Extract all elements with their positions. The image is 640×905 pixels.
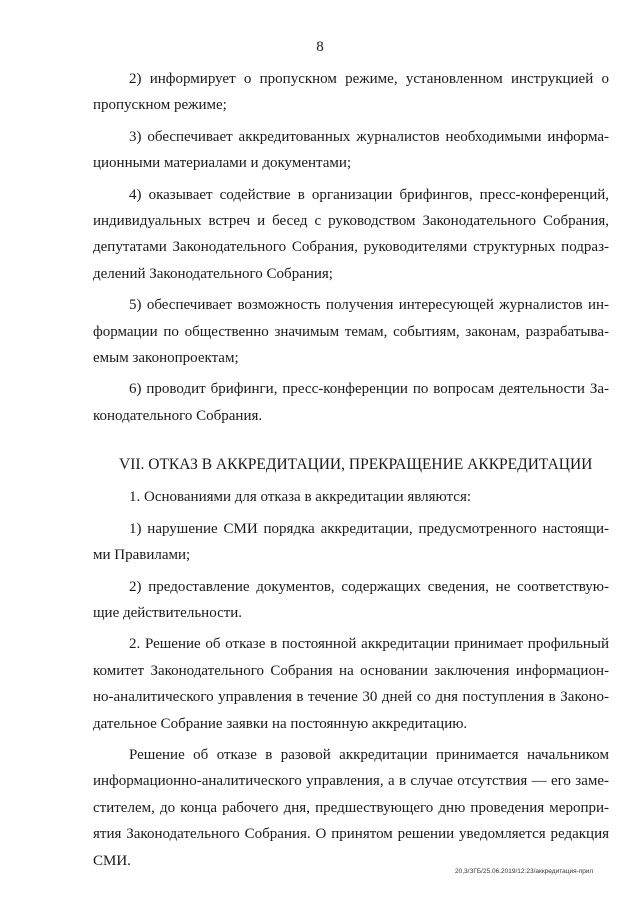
text-line: 3) обеспечивает аккредитованных журналистов необходимыми информа- [129,128,609,145]
text-line: 1) нарушение СМИ порядка аккредитации, предусмотренного настоящи- [129,520,609,537]
text-line: емым законопроектам; [93,350,239,367]
document-footer-reference: 20,3/ЗГБ/25.06.2019/12:23/аккредитация-прил [455,868,594,875]
text-line: конодательного Собрания. [93,407,263,424]
list-item-4-assists-briefings [93,182,609,288]
document-body [93,66,609,874]
text-line: 2) информирует о пропускном режиме, установленном инструкцией о [129,71,609,87]
text-line: стителем, до конца рабочего дня, предшествующего дню проведения меропри- [93,799,609,816]
text-line: информационно-аналитического управления, а в случае отсутствия — его заме- [93,773,609,790]
text-line: индивидуальных встреч и бесед с руководством Законодательного Собрания, [93,213,609,230]
text-line: пропускном режиме; [93,97,227,114]
text-line: ционными материалами и документами; [93,155,352,172]
text-line: Решение об отказе в разовой аккредитации принимается начальником [129,746,609,763]
text-line: депутатами Законодательного Собрания, руководителями структурных подраз- [93,239,609,256]
section-heading: VII. ОТКАЗ В АККРЕДИТАЦИИ, ПРЕКРАЩЕНИЕ АККРЕДИТАЦИИ [119,456,593,474]
text-line: щие действительности. [93,604,243,621]
text-line: СМИ. [93,852,131,869]
text-line: делений Законодательного Собрания; [93,265,333,282]
ground-2-false-documents [93,574,609,627]
text-line: формации по общественно значимым темам, событиям, законам, разрабатыва- [93,323,609,340]
text-line: 6) проводит брифинги, пресс-конференции по вопросам деятельности За- [129,381,609,398]
text-line: ми Правилами; [93,547,191,564]
ground-1-procedure-violation [93,516,609,569]
text-line: дательное Собрание заявки на постоянную аккредитацию. [93,715,468,732]
clause-1-grounds-for-refusal [93,484,609,510]
clause-one-time-refusal-decision [93,742,609,874]
text-line: комитет Законодательного Собрания на основании заключения информацион- [93,662,609,679]
text-line: 4) оказывает содействие в организации брифингов, пресс-конференций, [129,186,609,203]
text-line: 2) предоставление документов, содержащих сведения, не соответствую- [129,578,609,595]
list-item-5-information-access [93,292,609,371]
list-item-2-informs-access-regime [93,66,609,119]
list-item-3-provides-materials [93,124,609,177]
text-line: 5) обеспечивает возможность получения интересующей журналистов ин- [129,297,609,314]
text-line: 2. Решение об отказе в постоянной аккредитации принимает профильный [129,636,609,653]
text-line: но-аналитического управления в течение 30 дней со дня поступления в Законо- [93,689,609,706]
clause-2-permanent-refusal-decision [93,631,609,737]
text-line: ятия Законодательного Собрания. О принятом решении уведомляется редакция [93,826,609,843]
list-item-6-conducts-briefings [93,376,609,429]
page-number: 8 [316,39,324,55]
text-line: 1. Основаниями для отказа в аккредитации являются: [129,489,472,506]
